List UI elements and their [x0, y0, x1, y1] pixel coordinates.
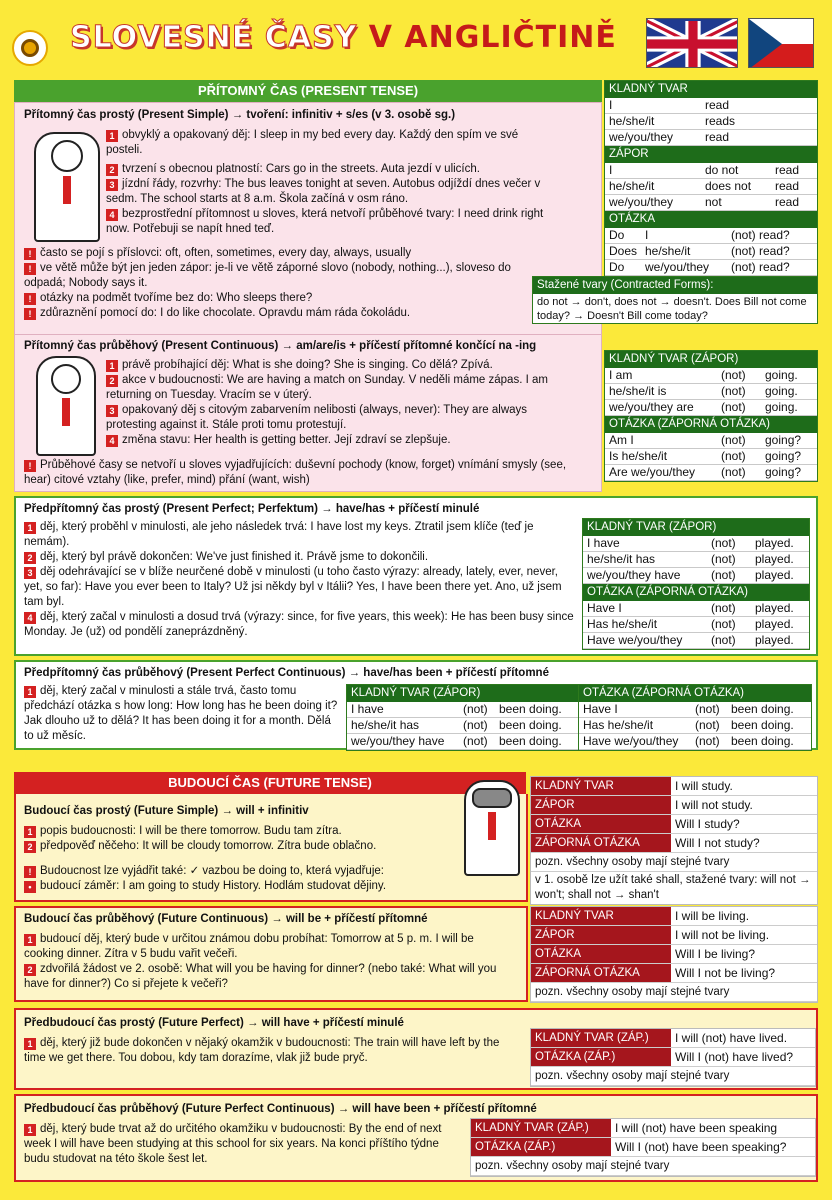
table-row: we/you/they have (not) been doing. [347, 734, 578, 750]
list-item: 2 tvrzení s obecnou platností: Cars go in the streets. Auta jezdí v ulicích. [106, 162, 546, 177]
table-row: I am (not) going. [605, 368, 817, 384]
note-row: pozn. všechny osoby mají stejné tvary [471, 1157, 815, 1176]
future-simple-heading: Budoucí čas prostý (Future Simple) → will + infinitiv [24, 805, 309, 817]
table-header: OTÁZKA [605, 211, 817, 228]
present-perfect-continuous-item: 1 děj, který začal v minulosti a stále trvá, často tomu předchází otázka s how long: How long has he been doing it? Jak dlouho už to dělá? It has been doing it for a month. Dělá to už měsíc. [24, 685, 338, 742]
present-continuous-note: ! Průběhové časy se netvoří u sloves vyjadřujících: duševní pochody (know, forget) vnímání smysly (see, hear) citové vztahy (like, prefer, mind) přání (want, wish) [24, 459, 567, 486]
present-perfect-continuous-table [346, 684, 812, 751]
present-simple-items [106, 128, 546, 237]
table-header: OTÁZKA (ZÁPORNÁ OTÁZKA) [579, 685, 811, 702]
list-item: ! ve větě může být jen jeden zápor: je-li ve větě záporné slovo (nobody, nothing...), sloveso do odpadá; Nobody says it. [24, 262, 511, 289]
table-row: Have we/you/they (not) been doing. [579, 734, 811, 750]
list-item: 1 děj, který proběhl v minulosti, ale jeho následek trvá: I have lost my keys. Ztratil jsem klíče (teď je nemám). [24, 521, 534, 548]
czech-flag-icon [748, 18, 814, 68]
cartoon-figure [34, 132, 100, 242]
present-tense-section [14, 80, 818, 750]
table-row: he/she/it has (not) been doing. [347, 718, 578, 734]
note-row: pozn. všechny osoby mají stejné tvary [531, 983, 817, 1002]
table-row: Have I (not) played. [583, 601, 809, 617]
note-row: v 1. osobě lze užít také shall, stažené tvary: will not → won't; shall not → shan't [535, 874, 811, 901]
cartoon-figure [36, 356, 96, 456]
table-header: OTÁZKA (ZÁPORNÁ OTÁZKA) [583, 584, 809, 601]
title-part2: V ANGLIČTINĚ [368, 20, 617, 55]
present-perfect-table [582, 518, 810, 650]
table-row: Does he/she/it (not) read? [605, 244, 817, 260]
list-item: 2 akce v budoucnosti: We are having a match on Sunday. V neděli máme zápas. I am returning on Tuesday. Vracím se v úterý. [106, 374, 548, 401]
list-item: 3 děj odehrávající se v blíže neurčené době v minulosti (u toho často výrazy: already, lately, ever, never, yet, so far): Have you ever been to Italy? Už jsi někdy byl v Itálii? Yes, I have been there yet. Ano, už jsem tam byl. [24, 566, 562, 608]
publisher-logo [12, 30, 48, 66]
future-tense-section [14, 772, 818, 1192]
table-row: OTÁZKA (ZÁP.) Will I (not) have been speaking? [471, 1138, 815, 1157]
future-perfect-heading: Předbudoucí čas prostý (Future Perfect) → will have + příčestí minulé [24, 1017, 404, 1029]
list-item: 1 budoucí děj, který bude v určitou známou dobu probíhat: Tomorrow at 5 p. m. I will be cooking dinner. Zítra v 5 budu vařit večeři. [24, 933, 474, 960]
title-part1: SLOVESNÉ ČASY [70, 20, 358, 55]
list-item: ! Budoucnost lze vyjádřit také: ✓ vazbou be doing to, která vyjadřuje: [24, 864, 524, 879]
list-item: 2 děj, který byl právě dokončen: We've just finished it. Právě jsme to dokončili. [24, 550, 576, 565]
table-row: he/she/it is (not) going. [605, 384, 817, 400]
future-continuous-items [24, 932, 514, 992]
cartoon-figure-binoculars [464, 780, 520, 876]
future-tense-header: BUDOUCÍ ČAS (FUTURE TENSE) [14, 772, 526, 794]
table-row: ZÁPORNÁ OTÁZKA Will I not be living? [531, 964, 817, 983]
list-item: 4 změna stavu: Her health is getting better. Její zdraví se zlepšuje. [106, 433, 566, 448]
future-simple-notes [24, 864, 524, 894]
table-header: KLADNÝ TVAR (ZÁPOR) [605, 351, 817, 368]
table-row: Are we/you/they (not) going? [605, 465, 817, 481]
future-simple-items [24, 824, 454, 854]
table-row: I read [605, 98, 817, 114]
table-row: ZÁPOR I will not be living. [531, 926, 817, 945]
list-item: 1 obvyklý a opakovaný děj: I sleep in my bed every day. Každý den spím ve své posteli. [106, 129, 519, 156]
future-simple-table [530, 776, 818, 905]
present-perfect-heading: Předpřítomný čas prostý (Present Perfect; Perfektum) → have/has + příčestí minulé [24, 503, 480, 515]
future-perfect-continuous-table [470, 1118, 816, 1177]
table-row: KLADNÝ TVAR (ZÁP.) I will (not) have lived. [531, 1029, 815, 1048]
table-row: we/you/they are (not) going. [605, 400, 817, 416]
table-row: he/she/it has (not) played. [583, 552, 809, 568]
present-simple-notes [24, 246, 534, 321]
table-row: we/you/they not read [605, 195, 817, 211]
note-row: pozn. všechny osoby mají stejné tvary [531, 1067, 815, 1086]
list-item: 3 jízdní řády, rozvrhy: The bus leaves tonight at seven. Autobus odjíždí dnes večer v sedm. The school starts at 8 a.m. Škola začíná v osm ráno. [106, 178, 541, 205]
table-row: ZÁPORNÁ OTÁZKA Will I not study? [531, 834, 817, 853]
table-header: KLADNÝ TVAR (ZÁPOR) [347, 685, 578, 702]
table-header: Stažené tvary (Contracted Forms): [533, 277, 817, 294]
table-row: ZÁPOR I will not study. [531, 796, 817, 815]
present-continuous-items [106, 358, 566, 448]
table-row: I do not read [605, 163, 817, 179]
list-item: 4 bezprostřední přítomnost u sloves, která netvoří průběhové tvary: I need drink right now. Potřebuji se napít hned teď. [106, 208, 544, 235]
list-item: 1 popis budoucnosti: I will be there tomorrow. Budu tam zítra. [24, 824, 454, 839]
list-item: 4 děj, který začal v minulosti a dosud trvá (výrazy: since, for five years, this week): He has been busy since Monday. Je (už) od pondělí zaneprázdněný. [24, 611, 574, 638]
present-tense-header: PŘÍTOMNÝ ČAS (PRESENT TENSE) [14, 80, 602, 102]
table-row: Have we/you/they (not) played. [583, 633, 809, 649]
future-continuous-table [530, 906, 818, 1003]
list-item: • budoucí záměr: I am going to study History. Hodlám studovat dějiny. [24, 879, 524, 894]
present-simple-heading: Přítomný čas prostý (Present Simple) → tvoření: infinitiv + s/es (v 3. osobě sg.) [24, 109, 456, 121]
table-row: he/she/it reads [605, 114, 817, 130]
uk-flag-icon [646, 18, 738, 68]
table-row: OTÁZKA (ZÁP.) Will I (not) have lived? [531, 1048, 815, 1067]
table-row: KLADNÝ TVAR I will be living. [531, 907, 817, 926]
list-item: ! často se pojí s příslovci: oft, often, sometimes, every day, always, usually [24, 246, 534, 261]
table-row: OTÁZKA Will I be living? [531, 945, 817, 964]
table-row: he/she/it does not read [605, 179, 817, 195]
table-row: Has he/she/it (not) been doing. [579, 718, 811, 734]
table-header: OTÁZKA (ZÁPORNÁ OTÁZKA) [605, 416, 817, 433]
table-row: Do I (not) read? [605, 228, 817, 244]
table-row: Am I (not) going? [605, 433, 817, 449]
table-row: we/you/they have (not) played. [583, 568, 809, 584]
table-row: OTÁZKA Will I study? [531, 815, 817, 834]
list-item: 1 právě probíhající děj: What is she doing? She is singing. Co dělá? Zpívá. [106, 358, 566, 373]
list-item: 2 zdvořilá žádost ve 2. osobě: What will you be having for dinner? (nebo také: What will you have for dinner?) Co si přejete k večeři? [24, 963, 497, 990]
contracted-forms-text: do not → don't, does not → doesn't. Does Bill not come today? → Doesn't Bill come today? [537, 296, 807, 322]
note-row: pozn. všechny osoby mají stejné tvary [531, 853, 817, 872]
table-header: KLADNÝ TVAR [605, 81, 817, 98]
list-item: 2 předpověď něčeho: It will be cloudy tomorrow. Zítra bude oblačno. [24, 839, 454, 854]
table-row: I have (not) played. [583, 536, 809, 552]
table-row: Have I (not) been doing. [579, 702, 811, 718]
table-row: we/you/they read [605, 130, 817, 146]
present-continuous-table [604, 350, 818, 482]
table-header: ZÁPOR [605, 146, 817, 163]
future-continuous-heading: Budoucí čas průběhový (Future Continuous) → will be + příčestí přítomné [24, 913, 428, 925]
present-continuous-heading: Přítomný čas průběhový (Present Continuous) → am/are/is + příčestí přítomné končící na -ing [24, 340, 537, 352]
table-row: KLADNÝ TVAR (ZÁP.) I will (not) have been speaking [471, 1119, 815, 1138]
table-row: Do we/you/they (not) read? [605, 260, 817, 276]
present-simple-positive-table [604, 80, 818, 277]
future-perfect-item: 1 děj, který již bude dokončen v nějaký okamžik v budoucnosti: The train will have left by the time we get there. Tou dobou, kdy tam dorazíme, vlak již bude pryč. [24, 1037, 500, 1064]
list-item: ! otázky na podmět tvoříme bez do: Who sleeps there? [24, 291, 534, 306]
table-row: Is he/she/it (not) going? [605, 449, 817, 465]
future-perfect-continuous-item: 1 děj, který bude trvat až do určitého okamžiku v budoucnosti: By the end of next week I will have been studying at this school for six years. Na konci příštího týdne budu studovat na této škole šest let. [24, 1123, 442, 1165]
page-title [70, 20, 617, 55]
future-perfect-continuous-heading: Předbudoucí čas průběhový (Future Perfect Continuous) → will have been + příčestí přítomné [24, 1103, 537, 1115]
table-header: KLADNÝ TVAR (ZÁPOR) [583, 519, 809, 536]
future-perfect-table [530, 1028, 816, 1087]
list-item: ! zdůraznění pomocí do: I do like chocolate. Opravdu mám ráda čokoládu. [24, 306, 534, 321]
present-perfect-items [24, 520, 576, 640]
table-row: Has he/she/it (not) played. [583, 617, 809, 633]
present-perfect-continuous-heading: Předpřítomný čas průběhový (Present Perfect Continuous) → have/has been + příčestí přítomné [24, 667, 549, 679]
list-item: 3 opakovaný děj s citovým zabarvením nelibosti (always, never): They are always protesting against it. Stále proti tomu protestují. [106, 404, 528, 431]
table-row: I have (not) been doing. [347, 702, 578, 718]
table-row: KLADNÝ TVAR I will study. [531, 777, 817, 796]
contracted-forms-box [532, 276, 818, 324]
